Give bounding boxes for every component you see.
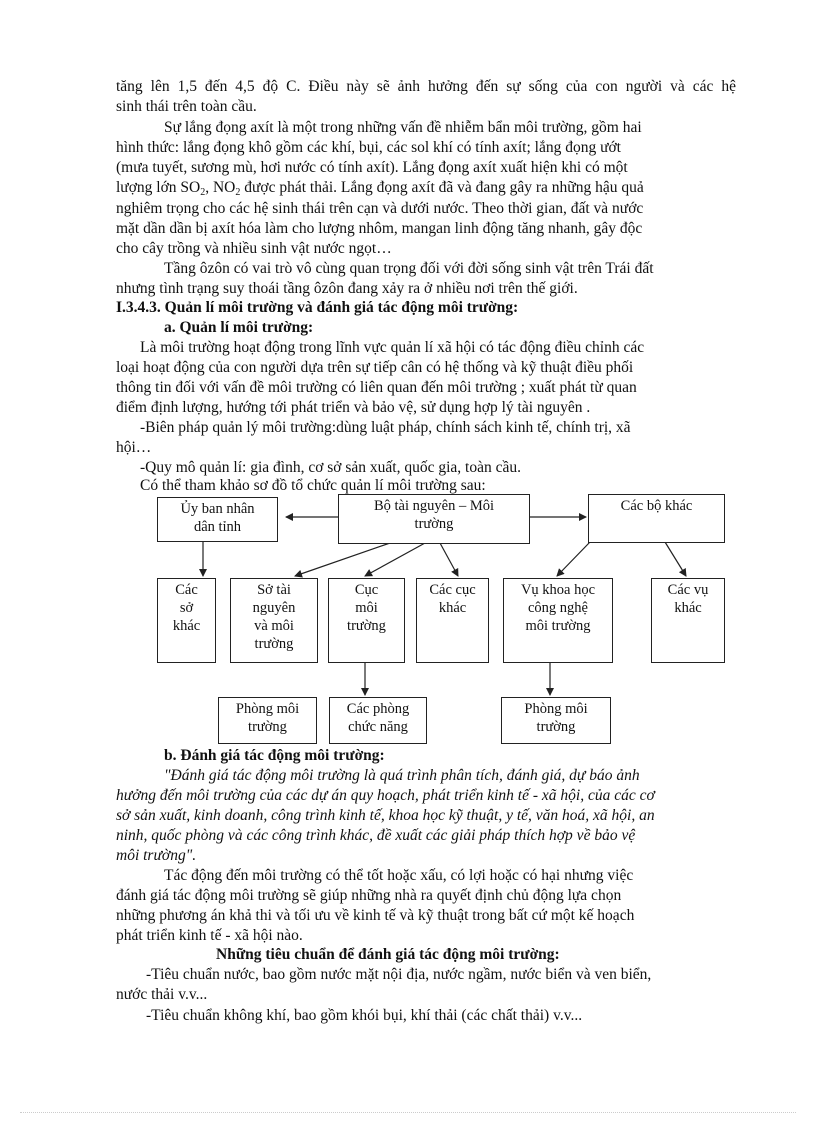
quote-line: "Đánh giá tác động môi trường là quá trình phân tích, đánh giá, dự báo ảnh [164,767,640,784]
text-span: , NO [205,179,236,196]
text-line: cho cây trồng và nhiều sinh vật nước ngọt… [116,240,392,257]
text-line: mặt dần dần bị axít hóa làm cho lượng nhôm, mangan linh động tăng nhanh, gây độc [116,220,643,237]
text-line: (mưa tuyết, sương mù, hơi nước có tính axít). Lắng đọng axít xuất hiện khi có một [116,159,628,176]
quote-line: sở sản xuất, kinh doanh, công trình kinh tế, khoa học kỹ thuật, y tế, văn hoá, xã hội, an [116,807,655,824]
text-line: Có thể tham khảo sơ đồ tổ chức quản lí môi trường sau: [140,477,486,494]
box-bo-tai-nguyen: Bộ tài nguyên – Môi trường [338,494,530,544]
text-line: Tầng ôzôn có vai trò vô cùng quan trọng đối với đời sống sinh vật trên Trái đất [164,260,654,277]
text-line: đánh giá tác động môi trường sẽ giúp những nhà ra quyết định chủ động lựa chọn [116,887,622,904]
subscript: 2 [235,187,241,198]
text-line: -Tiêu chuẩn nước, bao gồm nước mặt nội địa, nước ngầm, nước biển và ven biển, [146,966,652,983]
text-line: nhưng tình trạng suy thoái tầng ôzôn đang xảy ra ở nhiều nơi trên thế giới. [116,280,578,297]
text-line: Sự lắng đọng axít là một trong những vấn đề nhiễm bẩn môi trường, gồm hai [164,119,642,136]
text-line: nghiêm trọng cho các hệ sinh thái trên cạn và dưới nước. Theo thời gian, đất và nước [116,200,644,217]
quote-line: hưởng đến môi trường của các dự án quy hoạch, phát triển kinh tế - xã hội, của các cơ [116,787,655,804]
box-so-tai-nguyen: Sở tài nguyên và môi trường [230,578,318,663]
box-cac-so-khac: Các sở khác [157,578,216,663]
text-line: thông tin đối với vấn đề môi trường có liên quan đến môi trường ; xuất phát từ quan [116,379,637,396]
box-ubnd: Ủy ban nhân dân tỉnh [157,497,278,542]
box-cac-vu-khac: Các vụ khác [651,578,725,663]
text-line: phát triển kinh tế - xã hội nào. [116,927,303,944]
quote-line: ninh, quốc phòng và các công trình khác, đề xuất các giải pháp thích hợp về bảo vệ [116,827,636,844]
text-line: -Quy mô quản lí: gia đình, cơ sở sản xuất, quốc gia, toàn cầu. [140,459,521,476]
text-line: -Biên pháp quản lý môi trường:dùng luật pháp, chính sách kinh tế, chính trị, xã [140,419,631,436]
quote-line: môi trường". [116,847,197,864]
text-span: được phát thải. Lắng đọng axít đã và đang gây ra những hậu quả [240,179,644,196]
box-cuc-moi-truong: Cục môi trường [328,578,405,663]
text-line: điểm định lượng, hướng tới phát triển và bảo vệ, sử dụng hợp lý tài nguyên . [116,399,591,416]
text-line: những phương án khả thi và tối ưu về kinh tế và kỹ thuật trong bất cứ một kế hoạch [116,907,635,924]
text-line: hội… [116,439,152,456]
box-cac-bo-khac: Các bộ khác [588,494,725,543]
subsection-heading: b. Đánh giá tác động môi trường: [164,747,385,764]
text-line: loại hoạt động của con người dựa trên sự tiếp cân có hệ thống và kỹ thuật điều phối [116,359,634,376]
text-span: lượng lớn SO [116,179,201,196]
text-line: hình thức: lắng đọng khô gồm các khí, bụi, các sol khí có tính axít; lắng đọng ướt [116,139,621,156]
text-line: Tác động đến môi trường có thể tốt hoặc xấu, có lợi hoặc có hại nhưng việc [164,867,634,884]
subscript: 2 [200,187,206,198]
box-vu-khoa-hoc: Vụ khoa học công nghệ môi trường [503,578,613,663]
text-line: -Tiêu chuẩn không khí, bao gồm khói bụi, khí thải (các chất thải) v.v... [146,1007,583,1024]
section-heading: I.3.4.3. Quản lí môi trường và đánh giá tác động môi trường: [116,299,519,316]
text-line: sinh thái trên toàn cầu. [116,98,257,115]
box-phong-moi-truong-1: Phòng môi trường [218,697,317,744]
page-bottom-divider [20,1112,796,1113]
box-phong-moi-truong-2: Phòng môi trường [501,697,611,744]
subsection-heading: Những tiêu chuẩn để đánh giá tác động môi trường: [216,946,560,963]
text-line: nước thải v.v... [116,986,208,1003]
box-cac-cuc-khac: Các cục khác [416,578,489,663]
text-line: tăng lên 1,5 đến 4,5 độ C. Điều này sẽ ảnh hưởng đến sự sống của con người và các hệ [116,78,736,95]
subsection-heading: a. Quản lí môi trường: [164,319,314,336]
text-line: Là môi trường hoạt động trong lĩnh vực quản lí xã hội có tác động điều chỉnh các [140,339,645,356]
box-cac-phong-chuc-nang: Các phòng chức năng [329,697,427,744]
